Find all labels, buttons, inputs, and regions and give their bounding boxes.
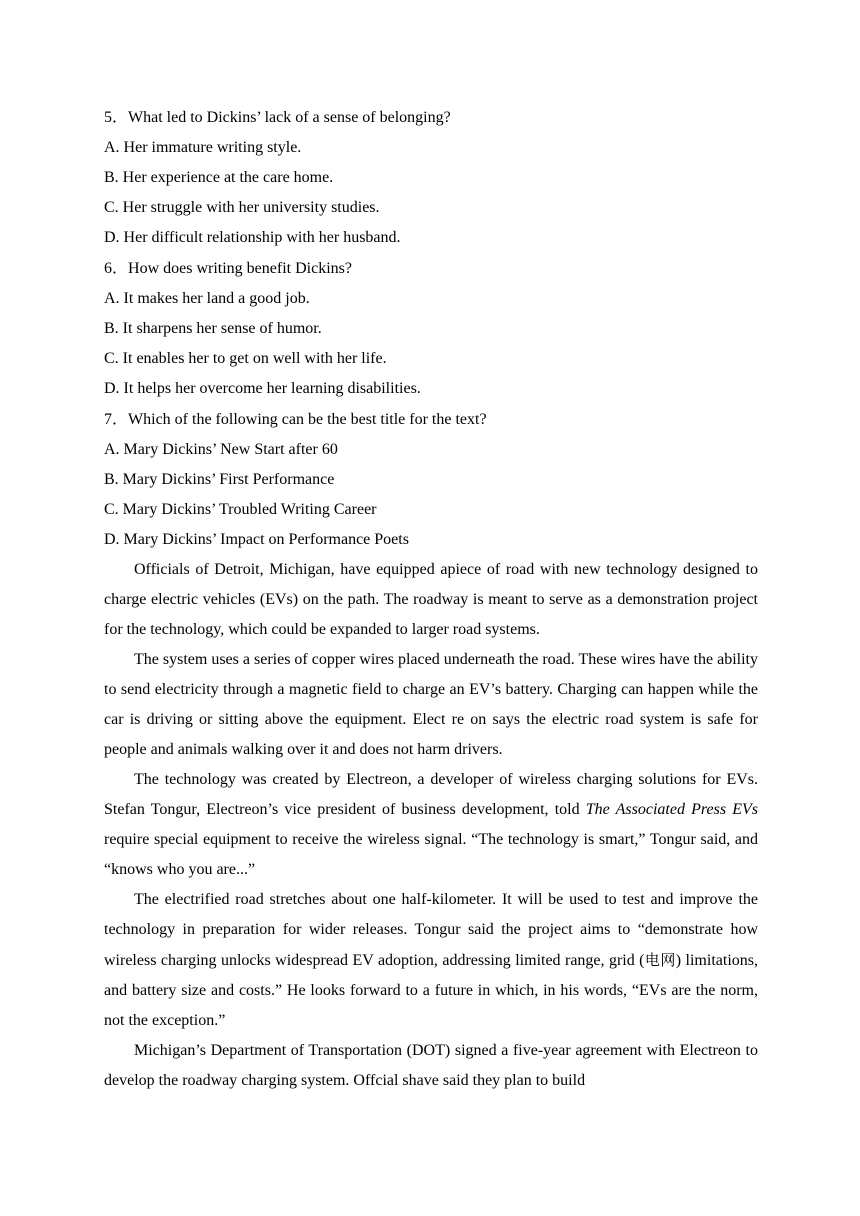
option-d: D. It helps her overcome her learning disabilities. [104, 380, 421, 397]
question-number: 5． [104, 109, 129, 126]
question-stem [104, 254, 758, 284]
paragraph-text: The electrified road stretches about one half-kilometer. It will be used to test and improve the technology in preparation for wider releases. Tongur said the project aims to “demonstrate how wireless charging unlocks widespread EV adoption, addressing limited range, grid ( [104, 891, 758, 969]
passage-paragraph-3 [104, 765, 758, 885]
option-a: A. Her immature writing style. [104, 139, 302, 156]
italic-publication: The Associated Press EVs [585, 801, 759, 818]
question-stem [104, 103, 758, 133]
chinese-gloss: 电网 [644, 951, 676, 969]
question-stem [104, 405, 758, 435]
passage-paragraph-4 [104, 885, 758, 1036]
paragraph-text: The technology was created by Electreon, a developer of wireless charging solutions for EVs. Stefan Tongur, Electreon’s vice president of business development, told [104, 771, 758, 818]
option-b: B. It sharpens her sense of humor. [104, 320, 322, 337]
question-6 [104, 254, 758, 404]
passage-paragraph-1: Officials of Detroit, Michigan, have equipped apiece of road with new technology designed to charge electric vehicles (EVs) on the path. The roadway is meant to serve as a demonstration project for the technology, which could be expanded to larger road systems. [104, 561, 758, 638]
question-number: 6． [104, 260, 129, 277]
question-number: 7． [104, 411, 129, 428]
passage-paragraph-2: The system uses a series of copper wires placed underneath the road. These wires have the ability to send electricity through a magnetic field to charge an EV’s battery. Charging can happen while the car is driving or sitting above the equipment. Elect re on says the electric road system is safe for people and animals walking over it and does not harm drivers. [104, 651, 758, 758]
document-page [104, 102, 758, 1096]
option-c: C. It enables her to get on well with her life. [104, 350, 387, 367]
question-text: What led to Dickins’ lack of a sense of belonging? [128, 109, 451, 126]
option-d: D. Her difficult relationship with her husband. [104, 229, 401, 246]
question-7 [104, 405, 758, 555]
paragraph-text: require special equipment to receive the wireless signal. “The technology is smart,” Tongur said, and “knows who you are...” [104, 831, 758, 878]
option-b: B. Her experience at the care home. [104, 169, 334, 186]
option-a: A. Mary Dickins’ New Start after 60 [104, 441, 338, 458]
option-d: D. Mary Dickins’ Impact on Performance Poets [104, 531, 409, 548]
option-c: C. Mary Dickins’ Troubled Writing Career [104, 501, 377, 518]
reading-passage [104, 555, 758, 1096]
option-c: C. Her struggle with her university studies. [104, 199, 380, 216]
paragraph-text: ) limitations, and battery size and costs.” He looks forward to a future in which, in his words, “EVs are the norm, not the exception.” [104, 952, 758, 1029]
passage-paragraph-5: Michigan’s Department of Transportation (DOT) signed a five-year agreement with Electreon to develop the roadway charging system. Offcial shave said they plan to build [104, 1042, 758, 1089]
option-a: A. It makes her land a good job. [104, 290, 310, 307]
question-5 [104, 103, 758, 253]
option-b: B. Mary Dickins’ First Performance [104, 471, 335, 488]
question-text: How does writing benefit Dickins? [128, 260, 352, 277]
question-text: Which of the following can be the best title for the text? [128, 411, 487, 428]
